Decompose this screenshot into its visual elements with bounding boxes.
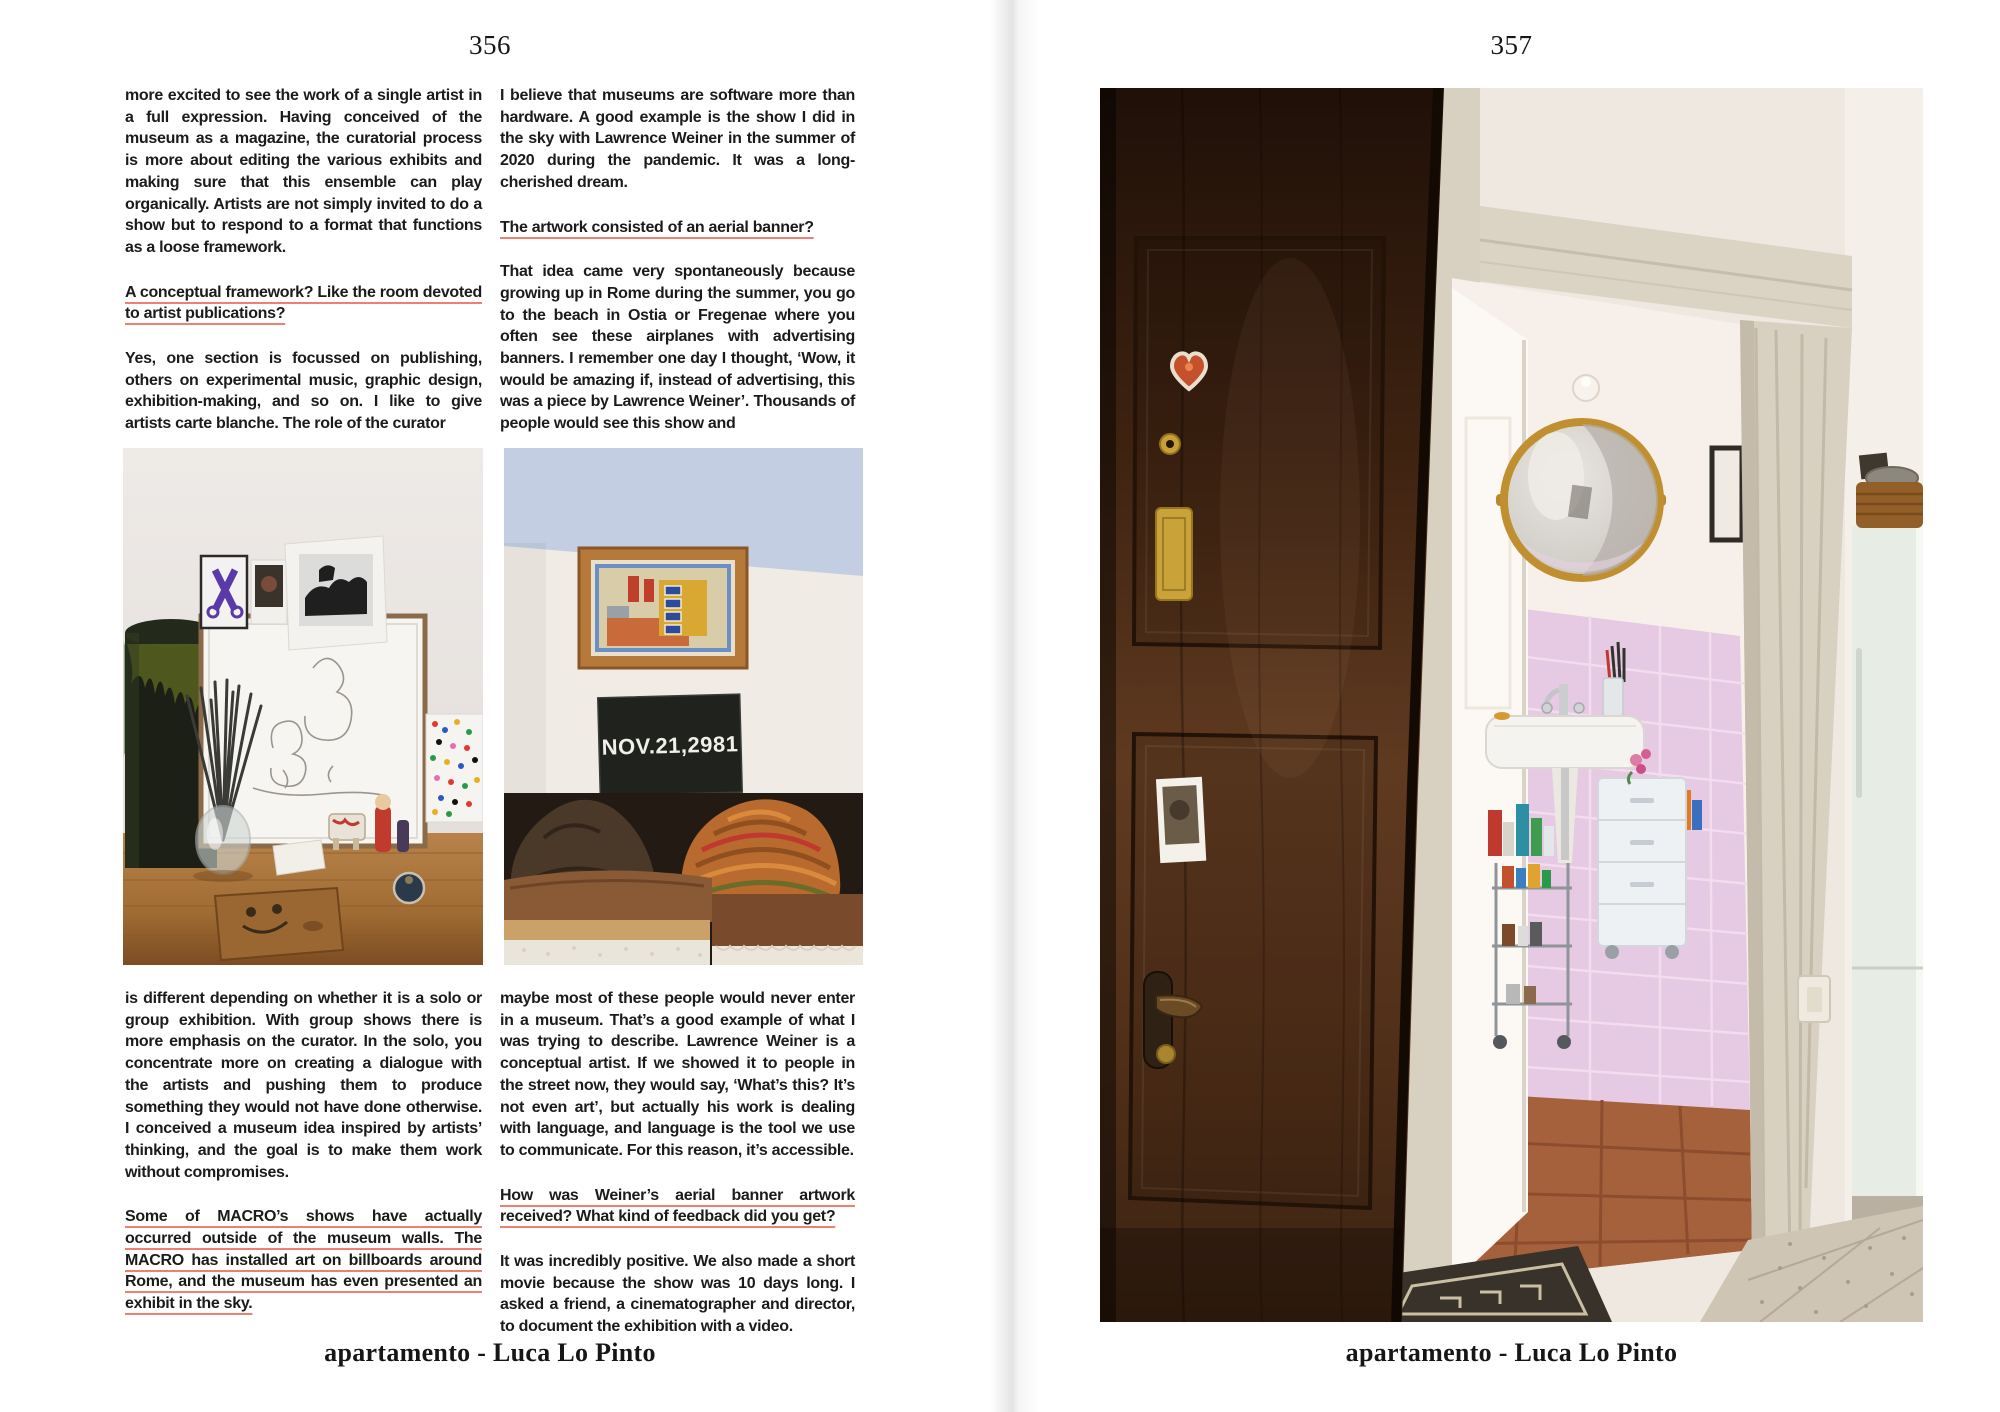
small-picture-frame bbox=[1712, 448, 1742, 540]
dots-artwork bbox=[426, 714, 483, 822]
brass-name-plate bbox=[1156, 508, 1192, 600]
photo-doorway-pink-bathroom bbox=[1100, 88, 1923, 1322]
open-bathroom-door bbox=[1452, 288, 1528, 1284]
date-painting-text: NOV.21,2981 bbox=[601, 731, 739, 760]
plastic-drawer-unit bbox=[1598, 778, 1686, 959]
paragraph: maybe most of these people would never enter in a museum. That’s a good example of what I was trying to describe. Lawrence Weiner is a conceptual artist. If we showed it to people in the street now, they would say, ‘What’s this? It’s not even art’, but actually his work is dealing with language, and language is the tool we use to communicate. For this reason, it’s accessible. bbox=[500, 990, 855, 1159]
interview-question: How was Weiner’s aerial banner artwork received? What kind of feedback did you get? bbox=[500, 1186, 855, 1226]
photo-wall-paintings-hats bbox=[504, 448, 863, 965]
wall-shadow bbox=[504, 543, 546, 813]
paragraph: I believe that museums are software more than hardware. A good example is the show I did in the sky with Lawrence Weiner in the summer of 2020 during the pandemic. It was a long-cherished dream. bbox=[500, 87, 855, 191]
paragraph: Yes, one section is focussed on publishing, others on experimental music, graphic design, exhibition-making, and so on. I like to give artists carte blanche. The role of the curator bbox=[125, 350, 482, 433]
left-column-2-top bbox=[500, 85, 855, 435]
left-page-footer: apartamento - Luca Lo Pinto bbox=[324, 1338, 656, 1367]
interview-question: Some of MACRO’s shows have actually occurred outside of the museum walls. The MACRO has installed art on billboards around Rome, and the museum has even presented an exhibit in the sky. bbox=[125, 1208, 482, 1313]
photo-desk-with-artworks bbox=[123, 448, 483, 965]
left-column-1-top bbox=[125, 85, 482, 435]
paragraph: more excited to see the work of a single artist in a full expression. Having conceived of the museum as a magazine, the curatorial process is more about editing the various exhibits and making sure that this ensemble can play organically. Artists are not simply invited to do a show but to respond to a format that functions as a loose framework. bbox=[125, 87, 482, 256]
round-mirror bbox=[1496, 422, 1666, 578]
small-polaroid bbox=[251, 560, 287, 624]
interview-question: The artwork consisted of an aerial banner? bbox=[500, 218, 814, 236]
peephole bbox=[1160, 434, 1180, 454]
interview-question: A conceptual framework? Like the room devoted to artist publications? bbox=[125, 283, 482, 323]
cow-photo-print bbox=[285, 536, 387, 650]
left-column-1-bottom bbox=[125, 988, 482, 1315]
taped-photo-card bbox=[1156, 777, 1206, 863]
paragraph: It was incredibly positive. We also made a short movie because the show was 10 days long. I asked a friend, a cinematographer and director, to document the exhibition with a video. bbox=[500, 1253, 855, 1336]
wall-lamp bbox=[1573, 375, 1599, 401]
entrance-door bbox=[1100, 88, 1444, 1322]
smiley-wood-board bbox=[215, 888, 343, 960]
page-number-right: 357 bbox=[1490, 30, 1533, 60]
page-number-left: 356 bbox=[469, 30, 511, 60]
page-gutter-fold bbox=[990, 0, 1040, 1412]
trinket-box bbox=[394, 873, 424, 903]
framed-painting bbox=[579, 548, 747, 668]
paragraph: is different depending on whether it is a solo or group exhibition. With group shows there is more emphasis on the curator. In the solo, you concentrate more on creating a dialogue with the artists and pushing them to produce something they would not have done otherwise. I conceived a museum idea inspired by artists’ thinking, and the goal is to make them work without compromises. bbox=[125, 990, 482, 1181]
fridge bbox=[1845, 88, 1923, 1322]
paragraph: That idea came very spontaneously because growing up in Rome during the summer, you go to the beach in Ostia or Fregenae where you often see these airplanes with advertising banners. I remember one day I thought, ‘Wow, it would be amazing if, instead of advertising, this was a piece by Lawrence Weiner’. Thousands of people would see this show and bbox=[500, 263, 855, 433]
light-switch bbox=[1798, 976, 1830, 1022]
right-page-footer: apartamento - Luca Lo Pinto bbox=[1345, 1338, 1678, 1367]
left-column-2-bottom bbox=[500, 988, 855, 1338]
purple-scissors-card bbox=[201, 556, 247, 628]
date-painting bbox=[598, 694, 743, 796]
